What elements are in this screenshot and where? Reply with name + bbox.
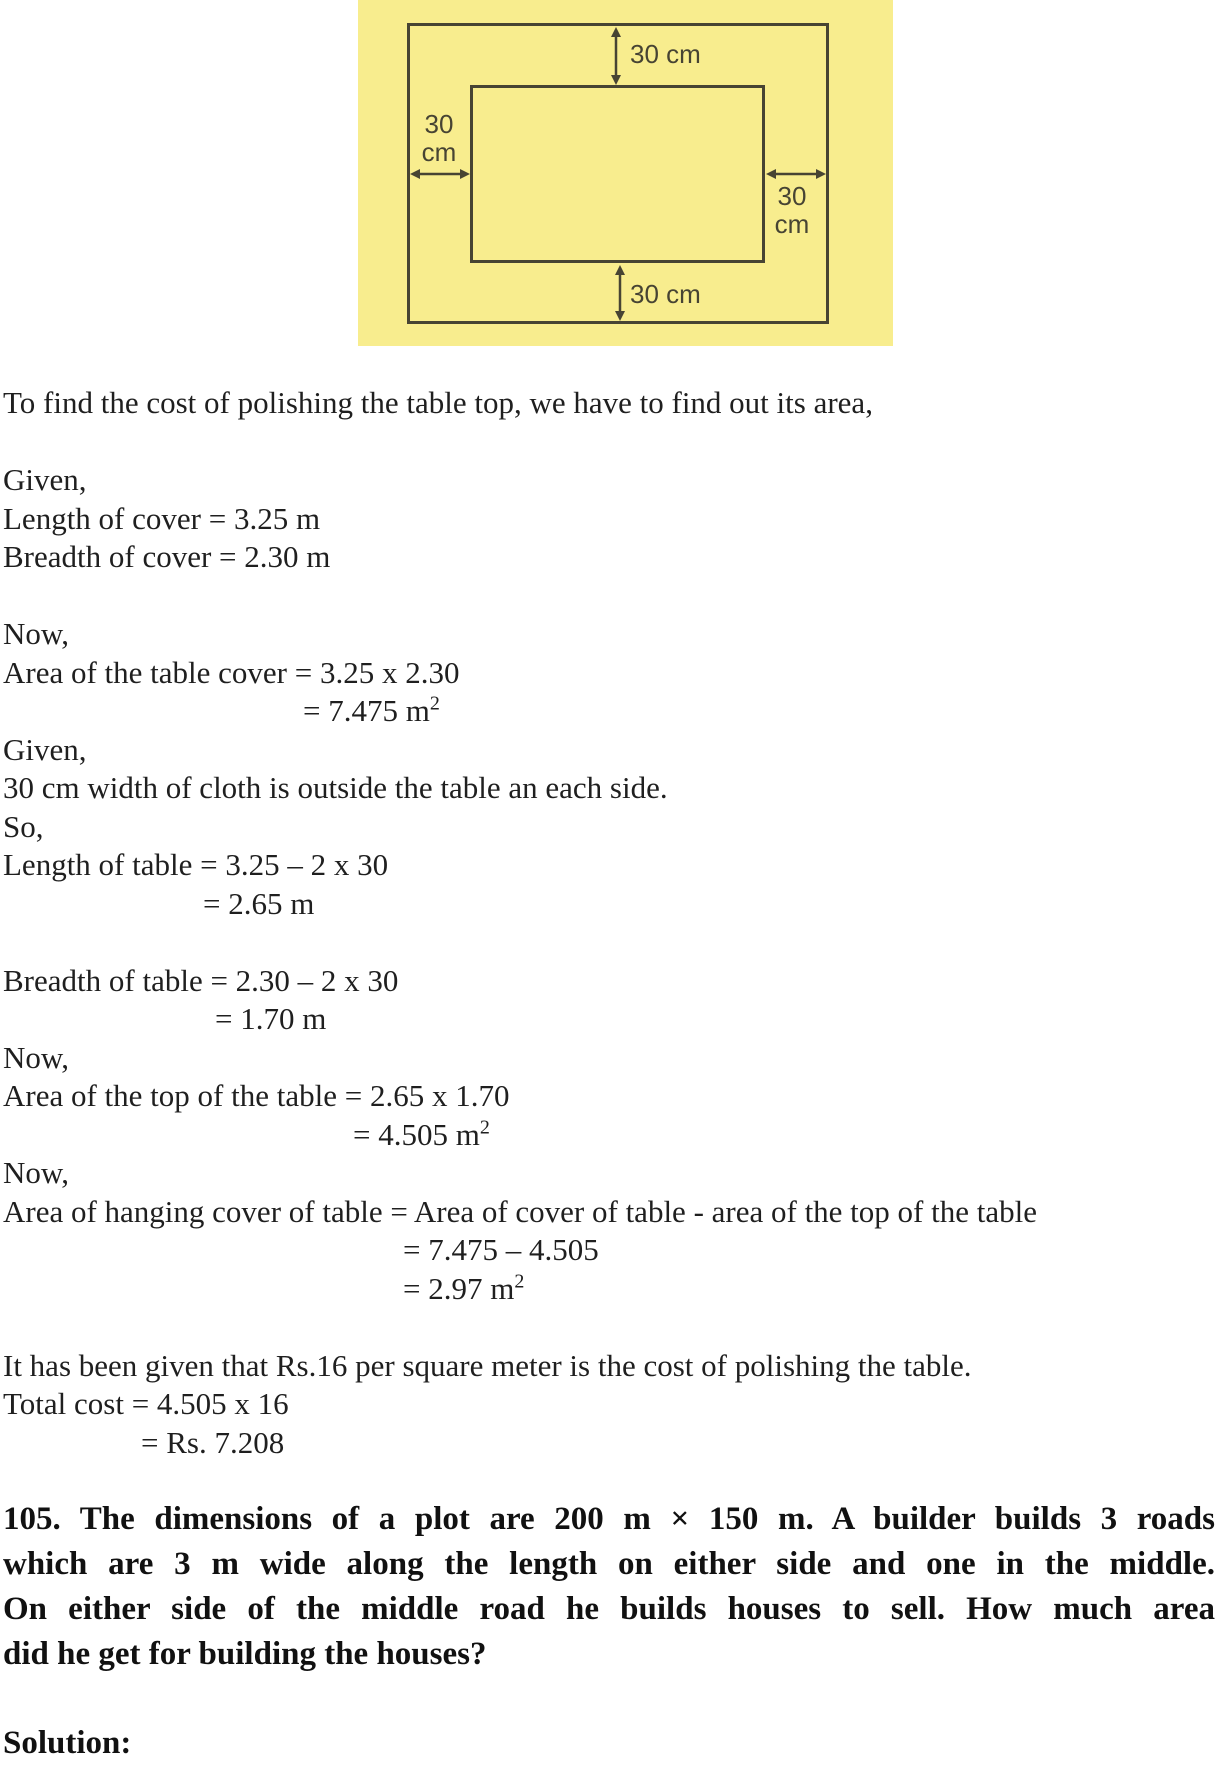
superscript: 2 xyxy=(479,1116,490,1139)
text-line: Area of the table cover = 3.25 x 2.30 xyxy=(3,654,460,690)
text-line: Breadth of cover = 2.30 m xyxy=(3,539,331,574)
top-margin-arrow xyxy=(611,27,621,85)
solution-heading: Solution: xyxy=(3,1725,132,1761)
text-line: Breadth of table = 2.30 – 2 x 30 xyxy=(3,962,399,998)
text-line: Area of the top of the table = 2.65 x 1.70 xyxy=(3,1078,510,1113)
text-line xyxy=(3,577,1218,616)
text-line: Given, xyxy=(3,731,87,767)
question-line: which are 3 m wide along the length on either side and one in the middle. xyxy=(3,1546,1215,1582)
superscript: 2 xyxy=(429,692,440,715)
dim-label-top: 30 cm xyxy=(630,39,701,69)
question-line: On either side of the middle road he builds houses to sell. How much area xyxy=(3,1591,1215,1627)
text-line: Now, xyxy=(3,616,70,651)
text-line: Length of table = 3.25 – 2 x 30 xyxy=(3,847,389,882)
right-margin-arrow xyxy=(766,169,826,179)
text-line xyxy=(3,1308,1218,1347)
superscript: 2 xyxy=(514,1270,525,1293)
question-line: did he get for building the houses? xyxy=(3,1636,487,1672)
text-line: = Rs. 7.208 xyxy=(141,1424,285,1460)
text-line: Total cost = 4.505 x 16 xyxy=(3,1386,289,1421)
text-line: Area of hanging cover of table = Area of cover of table - area of the top of the table xyxy=(3,1193,1037,1229)
text-line: Length of cover = 3.25 m xyxy=(3,500,321,536)
dim-label-right: 30 cm xyxy=(774,181,810,239)
inner-rect-table-top xyxy=(472,87,764,262)
dim-label-bottom: 30 cm xyxy=(630,279,701,309)
text-line: So, xyxy=(3,808,44,844)
text-line: To find the cost of polishing the table top, we have to find out its area, xyxy=(3,385,873,420)
text-line: = 7.475 – 4.505 xyxy=(403,1232,599,1267)
text-line: = 1.70 m xyxy=(215,1001,327,1036)
text-line: Given, xyxy=(3,462,87,497)
bottom-margin-arrow xyxy=(615,265,625,321)
table-cover-diagram-panel xyxy=(358,0,893,346)
text-line: = 4.505 $m^2$ xyxy=(353,1116,490,1152)
text-line: It has been given that Rs.16 per square meter is the cost of polishing the table. xyxy=(3,1347,972,1383)
question-line: 105. The dimensions of a plot are 200 m × 150 m. A builder builds 3 roads xyxy=(3,1501,1215,1537)
text-line: Now, xyxy=(3,1039,70,1075)
text-line xyxy=(3,923,1218,962)
text-line: = 2.97 $m^2$ xyxy=(403,1270,525,1306)
solution-text-block xyxy=(3,384,1218,1462)
left-margin-arrow xyxy=(410,169,470,179)
text-line: = 7.475 $m^2$ xyxy=(303,692,440,728)
dim-label-left: 30 cm xyxy=(421,109,457,167)
text-line: Now, xyxy=(3,1155,70,1190)
text-line: 30 cm width of cloth is outside the table an each side. xyxy=(3,770,668,805)
question-105 xyxy=(3,1497,1215,1677)
table-cover-diagram xyxy=(358,0,893,346)
text-line xyxy=(3,423,1218,462)
text-line: = 2.65 m xyxy=(203,885,315,921)
